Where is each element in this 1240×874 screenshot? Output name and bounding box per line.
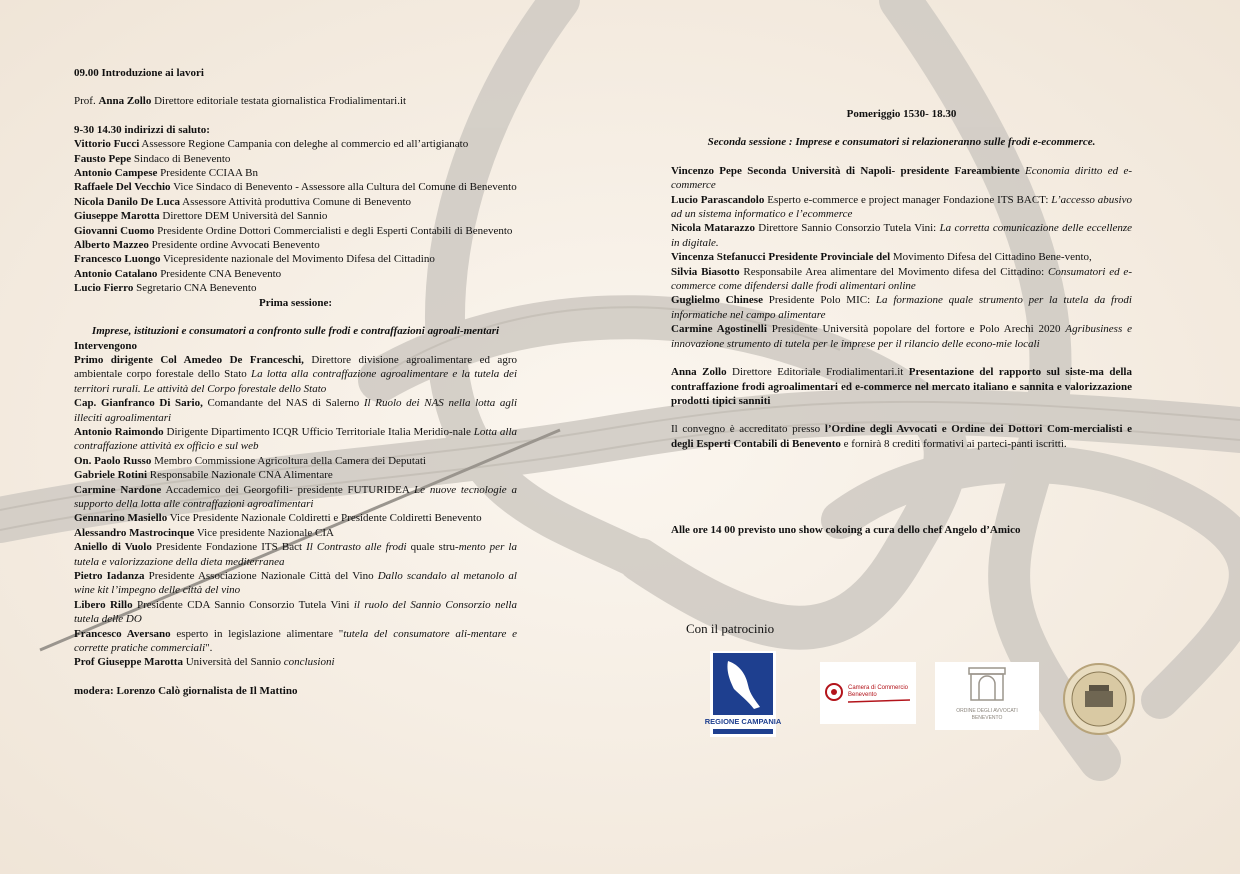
speaker-item: Nicola Matarazzo Direttore Sannio Consorzio Tutela Vini: La corretta comunicazione delle eccellenze in digitale. bbox=[671, 222, 1132, 249]
session-one-speakers bbox=[74, 353, 517, 670]
cooking-show-note: Alle ore 14 00 previsto uno show cokoing a cura dello chef Angelo d’Amico bbox=[671, 524, 1021, 537]
intro-line: 09.00 Introduzione ai lavori bbox=[74, 67, 204, 79]
greeting-item: Giovanni Cuomo Presidente Ordine Dottori Commercialisti e degli Esperti Contabili di Benevento bbox=[74, 224, 513, 237]
report-presentation: Anna Zollo Direttore Editoriale Frodialimentari.it Presentazione del rapporto sul siste-ma della contraffazione frodi agroalimentari ed e-commerce nel mercato italiano e sannita e valorizzazione prodotti tipici sanniti bbox=[671, 366, 1132, 407]
speaker-item: Lucio Parascandolo Esperto e-commerce e project manager Fondazione ITS BACT: L’accesso abusivo ad un sistema informatico e l’ecommerce bbox=[671, 193, 1132, 221]
session-two-speakers bbox=[671, 164, 1132, 351]
commercialisti-seal-logo bbox=[1063, 663, 1135, 735]
svg-text:Benevento: Benevento bbox=[848, 692, 877, 698]
left-column bbox=[74, 66, 517, 698]
greeting-item: Alberto Mazzeo Presidente ordine Avvocati Benevento bbox=[74, 239, 320, 252]
greeting-item: Antonio Campese Presidente CCIAA Bn bbox=[74, 167, 258, 180]
greeting-item: Francesco Luongo Vicepresidente nazionale del Movimento Difesa del Cittadino bbox=[74, 253, 435, 266]
moderator-line: modera: Lorenzo Calò giornalista de Il Mattino bbox=[74, 684, 298, 697]
speaker-item: Aniello di Vuolo Presidente Fondazione ITS Bact Il Contrasto alle frodi quale stru-mento per la tutela e valorizzazione della dieta mediterranea bbox=[74, 541, 517, 568]
speaker-item: Pietro Iadanza Presidente Associazione Nazionale Città del Vino Dallo scandalo al metanolo al wine kit l’impegno delle città del vino bbox=[74, 570, 517, 597]
camera-commercio-logo bbox=[820, 662, 916, 724]
session-one-topic: Imprese, istituzioni e consumatori a confronto sulle frodi e contraffazioni agroali-mentari bbox=[91, 325, 500, 338]
svg-text:ORDINE DEGLI AVVOCATI: ORDINE DEGLI AVVOCATI bbox=[956, 708, 1018, 714]
greeting-item: Giuseppe Marotta Direttore DEM Università del Sannio bbox=[74, 210, 328, 223]
speaker-item: Libero Rillo Presidente CDA Sannio Consorzio Tutela Vini il ruolo del Sannio Consorzio nella tutela delle DO bbox=[74, 598, 517, 626]
speaker-item: Gabriele Rotini Responsabile Nazionale CNA Alimentare bbox=[74, 469, 333, 482]
svg-text:BENEVENTO: BENEVENTO bbox=[971, 715, 1003, 721]
opening-speaker: Prof. Anna Zollo Direttore editoriale testata giornalistica Frodialimentari.it bbox=[74, 95, 407, 108]
greeting-item: Nicola Danilo De Luca Assessore Attività produttiva Comune di Benevento bbox=[74, 195, 412, 208]
speaker-item: Alessandro Mastrocinque Vice presidente Nazionale CIA bbox=[74, 526, 334, 539]
session-one-title: Prima sessione: bbox=[258, 296, 332, 309]
svg-text:Camera di Commercio: Camera di Commercio bbox=[848, 685, 909, 691]
greeting-item: Raffaele Del Vecchio Vice Sindaco di Benevento - Assessore alla Cultura del Comune di Benevento bbox=[74, 181, 517, 194]
speaker-item: On. Paolo Russo Membro Commissione Agricoltura della Camera dei Deputati bbox=[74, 454, 426, 467]
right-column bbox=[671, 107, 1132, 538]
speaker-item: Vincenza Stefanucci Presidente Provinciale del Movimento Difesa del Cittadino Bene-vento, bbox=[671, 251, 1092, 264]
speaker-item: Cap. Gianfranco Di Sario, Comandante del NAS di Salerno Il Ruolo dei NAS nella lotta agli illeciti agroalimentari bbox=[74, 397, 518, 424]
regione-campania-logo bbox=[704, 651, 782, 737]
ordine-avvocati-logo bbox=[935, 662, 1039, 730]
svg-text:REGIONE CAMPANIA: REGIONE CAMPANIA bbox=[704, 717, 782, 726]
intervengono-label: Intervengono bbox=[74, 339, 137, 352]
speaker-item: Primo dirigente Col Amedeo De Franceschi, Direttore divisione agroalimentare ed agro ambientale corpo forestale dello Stato La lotta alla contraffazione agroalimentare e la tutela dei territori rurali. Le attività del Corpo forestale dello Stato bbox=[74, 353, 517, 395]
speaker-item: Silvia Biasotto Responsabile Area alimentare del Movimento difesa del Cittadino: Consumatori ed e-commerce come difendersi dalle frodi alimentari online bbox=[671, 265, 1132, 293]
speaker-item: Antonio Raimondo Dirigente Dipartimento ICQR Ufficio Territoriale Italia Meridio-nale Lotta alla contraffazione attività ex officio e sul web bbox=[74, 425, 518, 453]
afternoon-title: Pomeriggio 1530- 18.30 bbox=[846, 108, 957, 120]
speaker-item: Carmine Nardone Accademico dei Georgofili- presidente FUTURIDEA Le nuove tecnologie a supporto della lotta alle contraffazioni agroalimentari bbox=[74, 483, 517, 510]
greeting-item: Antonio Catalano Presidente CNA Benevento bbox=[74, 267, 282, 280]
speaker-item: Gennarino Masiello Vice Presidente Nazionale Coldiretti e Presidente Coldiretti Benevento bbox=[74, 512, 482, 525]
speaker-item: Vincenzo Pepe Seconda Università di Napoli- presidente Fareambiente Economia diritto ed e-commerce bbox=[671, 164, 1132, 192]
speaker-item: Guglielmo Chinese Presidente Polo MIC: La formazione quale strumento per la tutela da frodi informatiche nel campo alimentare bbox=[671, 294, 1132, 321]
greeting-item: Vittorio Fucci Assessore Regione Campania con deleghe al commercio ed all’artigianato bbox=[74, 138, 469, 151]
speaker-item: Prof Giuseppe Marotta Università del Sannio conclusioni bbox=[74, 656, 335, 669]
speaker-item: Carmine Agostinelli Presidente Università popolare del fortore e Polo Arechi 2020 Agribusiness e innovazione strumento di tutela per le imprese per il rilancio delle econo-mie locali bbox=[671, 323, 1132, 350]
speaker-item: Francesco Aversano esperto in legislazione alimentare "tutela del consumatore ali-mentare e corrette pratiche commerciali". bbox=[74, 627, 517, 655]
greeting-item: Lucio Fierro Segretario CNA Benevento bbox=[74, 282, 257, 295]
saluti-title: 9-30 14.30 indirizzi di saluto: bbox=[74, 123, 210, 136]
saluti-list bbox=[74, 137, 517, 295]
patronage-label: Con il patrocinio bbox=[686, 621, 775, 636]
greeting-item: Fausto Pepe Sindaco di Benevento bbox=[74, 152, 231, 165]
credits-note: Il convegno è accreditato presso l’Ordine degli Avvocati e Ordine dei Dottori Com-mercialisti e degli Esperti Contabili di Benevento e fornirà 8 crediti formativi ai parteci-panti iscritti. bbox=[671, 423, 1133, 450]
session-two-topic: Seconda sessione : Imprese e consumatori si relazioneranno sulle frodi e-ecommerce. bbox=[707, 136, 1096, 149]
